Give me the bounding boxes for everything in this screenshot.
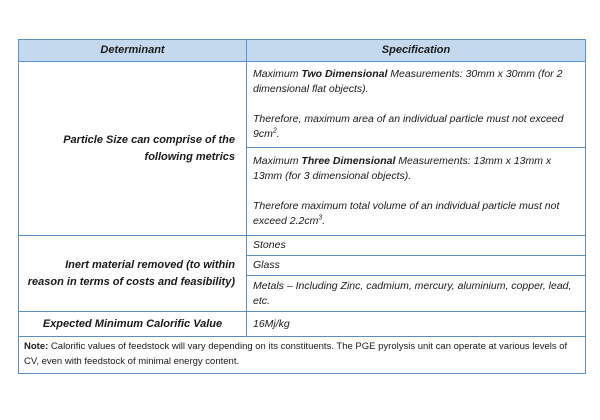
table-header-row bbox=[19, 40, 586, 62]
two-d-prefix: Maximum bbox=[253, 68, 302, 80]
specification-table bbox=[18, 39, 586, 374]
determinant-calorific-value: Expected Minimum Calorific Value bbox=[19, 312, 247, 337]
table-row-calorific bbox=[19, 312, 586, 337]
two-d-area-sup: 2 bbox=[272, 127, 277, 135]
table-row-note bbox=[19, 337, 586, 374]
note-text: Calorific values of feedstock will vary depending on its constituents. The PGE pyrolysis unit can operate at various levels of CV, even with feedstock of minimal energy content. bbox=[24, 341, 568, 367]
determinant-inert-material: Inert material removed (to within reason in terms of costs and feasibility) bbox=[19, 236, 247, 312]
two-d-bold-term: Two Dimensional bbox=[301, 68, 388, 80]
two-d-suffix: Measurements: 30mm x 30mm (for 2 dimensional flat objects). bbox=[253, 68, 563, 95]
three-d-volume-end: . bbox=[322, 215, 326, 227]
note-cell bbox=[19, 337, 586, 374]
table-row-inert-stones bbox=[19, 236, 586, 256]
table-row-particle-2d bbox=[19, 62, 586, 148]
three-d-prefix: Maximum bbox=[253, 155, 302, 167]
three-d-suffix: Measurements: 13mm x 13mm x 13mm (for 3 dimensional objects). bbox=[253, 155, 552, 182]
spec-three-dimensional bbox=[247, 148, 586, 236]
spec-inert-item: Glass bbox=[247, 256, 586, 276]
spec-two-dimensional bbox=[247, 62, 586, 148]
two-d-area-end: . bbox=[276, 128, 280, 140]
three-d-bold-term: Three Dimensional bbox=[301, 155, 396, 167]
spec-inert-item: Stones bbox=[247, 236, 586, 256]
header-determinant: Determinant bbox=[19, 40, 247, 62]
spec-inert-item: Metals – Including Zinc, cadmium, mercury, aluminium, copper, lead, etc. bbox=[247, 276, 586, 312]
header-specification: Specification bbox=[247, 40, 586, 62]
spec-calorific-value: 16Mj/kg bbox=[247, 312, 586, 337]
three-d-volume-text: Therefore maximum total volume of an individual particle must not exceed 2.2cm bbox=[253, 200, 560, 227]
three-d-volume-sup: 3 bbox=[318, 214, 323, 222]
determinant-particle-size: Particle Size can comprise of the following metrics bbox=[19, 62, 247, 236]
note-label: Note: bbox=[24, 341, 49, 352]
two-d-area-text: Therefore, maximum area of an individual particle must not exceed 9cm bbox=[253, 113, 564, 140]
